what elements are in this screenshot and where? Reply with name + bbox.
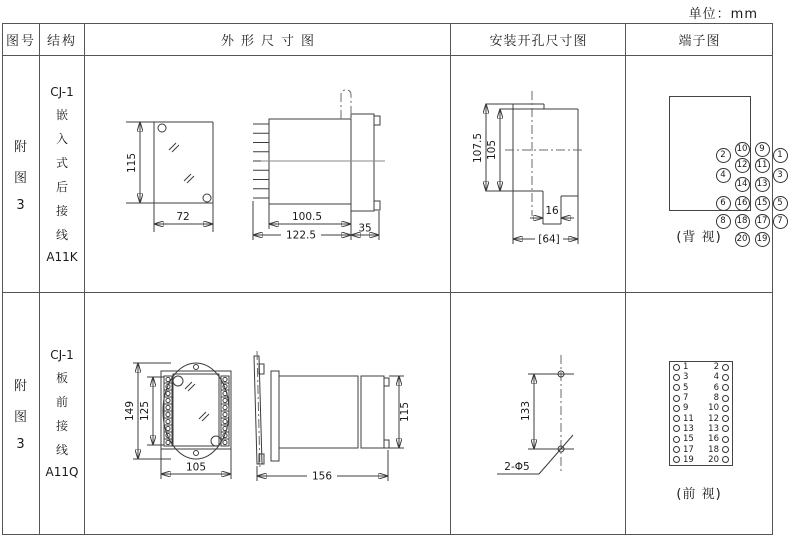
dim-outer-height: 149	[124, 400, 136, 422]
terminal-row	[670, 393, 732, 403]
terminal-caption-front: (前 视)	[676, 487, 722, 502]
terminal-number-right: 10	[708, 403, 719, 414]
row2-structure-cell	[40, 293, 85, 534]
dim-front-width: 72	[176, 211, 190, 223]
terminal-number-right: 8	[713, 393, 719, 404]
outline-drawing-a11q	[85, 293, 451, 534]
front-view-a11q	[124, 363, 231, 479]
row2-install-cell	[451, 293, 626, 534]
terminal-14: 14	[735, 177, 750, 192]
terminal-hole-icon	[673, 395, 680, 402]
terminal-number-right: 18	[708, 444, 719, 455]
terminal-hole-icon	[673, 374, 680, 381]
terminal-hole-icon	[673, 364, 680, 371]
terminal-hole-icon	[722, 384, 729, 391]
structure-text	[40, 56, 84, 292]
terminal-number-right: 4	[713, 372, 719, 383]
terminal-11: 11	[755, 158, 770, 173]
terminal-hole-icon	[722, 446, 729, 453]
terminal-hole-icon	[722, 374, 729, 381]
terminal-hole-icon	[722, 425, 729, 432]
terminal-caption-rear: (背 视)	[676, 230, 722, 245]
row1-terminal-cell	[626, 56, 783, 293]
terminal-9: 9	[755, 142, 770, 157]
terminal-number-left: 5	[683, 382, 689, 393]
dim-cutout-height-inner: 105	[486, 139, 498, 161]
terminal-5: 5	[773, 196, 788, 211]
header-cell-outline: 外形尺寸图	[85, 24, 451, 56]
vertical-text-item: 接	[55, 419, 68, 433]
terminal-hole-icon	[673, 425, 680, 432]
terminal-hole-icon	[722, 364, 729, 371]
terminal-12: 12	[735, 158, 750, 173]
vertical-text-item: 式	[55, 155, 68, 170]
row2-figure-no-cell	[3, 293, 40, 534]
install-drawing-a11k	[451, 56, 626, 293]
vertical-text-item: 入	[55, 131, 68, 146]
terminal-20: 20	[735, 232, 750, 247]
row2-outline-cell	[85, 293, 451, 534]
terminal-2: 2	[716, 148, 731, 163]
dim-notch-width: 16	[545, 205, 559, 217]
terminal-number-left: 11	[683, 413, 694, 424]
terminal-row	[670, 362, 732, 372]
terminal-number-right: 16	[708, 434, 719, 445]
terminal-number-left: 3	[683, 372, 689, 383]
row1-install-cell	[451, 56, 626, 293]
dim-body-depth: 100.5	[291, 211, 323, 223]
row1-outline-cell	[85, 56, 451, 293]
terminal-4: 4	[716, 168, 731, 183]
terminal-19: 19	[755, 232, 770, 247]
terminal-number-left: 19	[683, 454, 694, 465]
vertical-text-item: 附	[13, 139, 28, 155]
terminal-8: 8	[716, 214, 731, 229]
terminal-hole-icon	[722, 456, 729, 463]
front-view-a11k	[126, 122, 213, 232]
vertical-text-item: 3	[16, 197, 26, 213]
vertical-text-item: 线	[55, 227, 68, 242]
spec-table	[2, 23, 783, 535]
terminal-hole-icon	[673, 456, 680, 463]
terminal-number-left: 15	[683, 434, 694, 445]
terminal-row	[670, 414, 732, 424]
side-view-a11k	[253, 90, 385, 242]
side-view-a11q	[254, 351, 411, 483]
vertical-text-item: 附	[13, 379, 28, 394]
vertical-text-item: A11Q	[45, 465, 79, 479]
terminal-row	[670, 383, 732, 393]
terminal-1: 1	[773, 148, 788, 163]
vertical-text-item: 线	[55, 443, 68, 457]
vertical-text-item: 前	[55, 395, 68, 409]
terminal-13: 13	[755, 177, 770, 192]
unit-label: 单位：mm	[688, 7, 758, 22]
figure-no-text	[3, 293, 39, 534]
vertical-text-item: A11K	[46, 249, 78, 264]
structure-text	[40, 293, 84, 534]
terminal-row	[670, 403, 732, 413]
dim-front-width: 105	[185, 461, 207, 474]
vertical-text-item: 3	[16, 437, 26, 452]
terminal-hole-icon	[722, 395, 729, 402]
terminal-hole-icon	[722, 415, 729, 422]
terminal-hole-icon	[673, 384, 680, 391]
terminal-number-left: 13	[683, 423, 694, 434]
dim-flange-depth: 35	[358, 222, 372, 235]
terminal-15: 15	[755, 196, 770, 211]
dim-total-depth: 122.5	[285, 229, 317, 242]
vertical-text-item: 接	[55, 203, 68, 218]
terminal-hole-icon	[722, 405, 729, 412]
header-cell-install: 安装开孔尺寸图	[451, 24, 626, 56]
terminal-18: 18	[735, 214, 750, 229]
terminal-hole-icon	[673, 446, 680, 453]
outline-drawing-a11k	[85, 56, 451, 293]
dim-front-height: 115	[126, 152, 138, 174]
install-drawing-a11q	[451, 293, 626, 534]
vertical-text-item: CJ-1	[50, 348, 74, 362]
hole-spec-label: 2-Φ5	[504, 461, 530, 473]
terminal-map-front	[669, 361, 733, 466]
row2-terminal-cell	[626, 293, 772, 534]
vertical-text-item: 后	[55, 179, 68, 194]
terminal-hole-icon	[722, 436, 729, 443]
terminal-row	[670, 444, 732, 454]
terminal-hole-icon	[673, 415, 680, 422]
dim-cutout-width: [64]	[538, 233, 560, 246]
terminal-10: 10	[735, 142, 750, 157]
terminal-number-left: 1	[683, 362, 689, 373]
terminal-hole-icon	[673, 436, 680, 443]
terminal-6: 6	[716, 196, 731, 211]
dim-inner-height: 125	[139, 400, 151, 422]
terminal-number-right: 20	[708, 454, 719, 465]
header-cell-terminal: 端子图	[626, 24, 772, 56]
vertical-text-item: 板	[55, 371, 68, 385]
vertical-text-item: 嵌	[55, 107, 68, 122]
terminal-number-left: 17	[683, 444, 694, 455]
terminal-16: 16	[735, 196, 750, 211]
terminal-row	[670, 434, 732, 444]
terminal-number-left: 7	[683, 393, 689, 404]
terminal-number-right: 6	[713, 382, 719, 393]
terminal-number-right: 2	[713, 362, 719, 373]
figure-no-text	[3, 56, 39, 292]
terminal-7: 7	[773, 214, 788, 229]
terminal-17: 17	[755, 214, 770, 229]
header-cell-figure-no: 图号	[3, 24, 40, 56]
terminal-row	[670, 455, 732, 465]
dim-hole-spacing: 133	[520, 400, 532, 422]
vertical-text-item: 图	[13, 410, 28, 425]
dim-body-height: 115	[399, 401, 411, 423]
terminal-3: 3	[773, 168, 788, 183]
row1-structure-cell	[40, 56, 85, 293]
terminal-row	[670, 372, 732, 382]
terminal-row	[670, 424, 732, 434]
vertical-text-item: 图	[13, 170, 28, 186]
row1-figure-no-cell	[3, 56, 40, 293]
header-cell-structure: 结构	[40, 24, 85, 56]
terminal-number-right: 12	[708, 413, 719, 424]
terminal-hole-icon	[673, 405, 680, 412]
terminal-number-left: 9	[683, 403, 689, 414]
vertical-text-item: CJ-1	[50, 84, 74, 99]
dim-cutout-height-outer: 107.5	[472, 132, 484, 164]
terminal-number-right: 13	[708, 423, 719, 434]
dim-total-depth: 156	[311, 470, 333, 483]
